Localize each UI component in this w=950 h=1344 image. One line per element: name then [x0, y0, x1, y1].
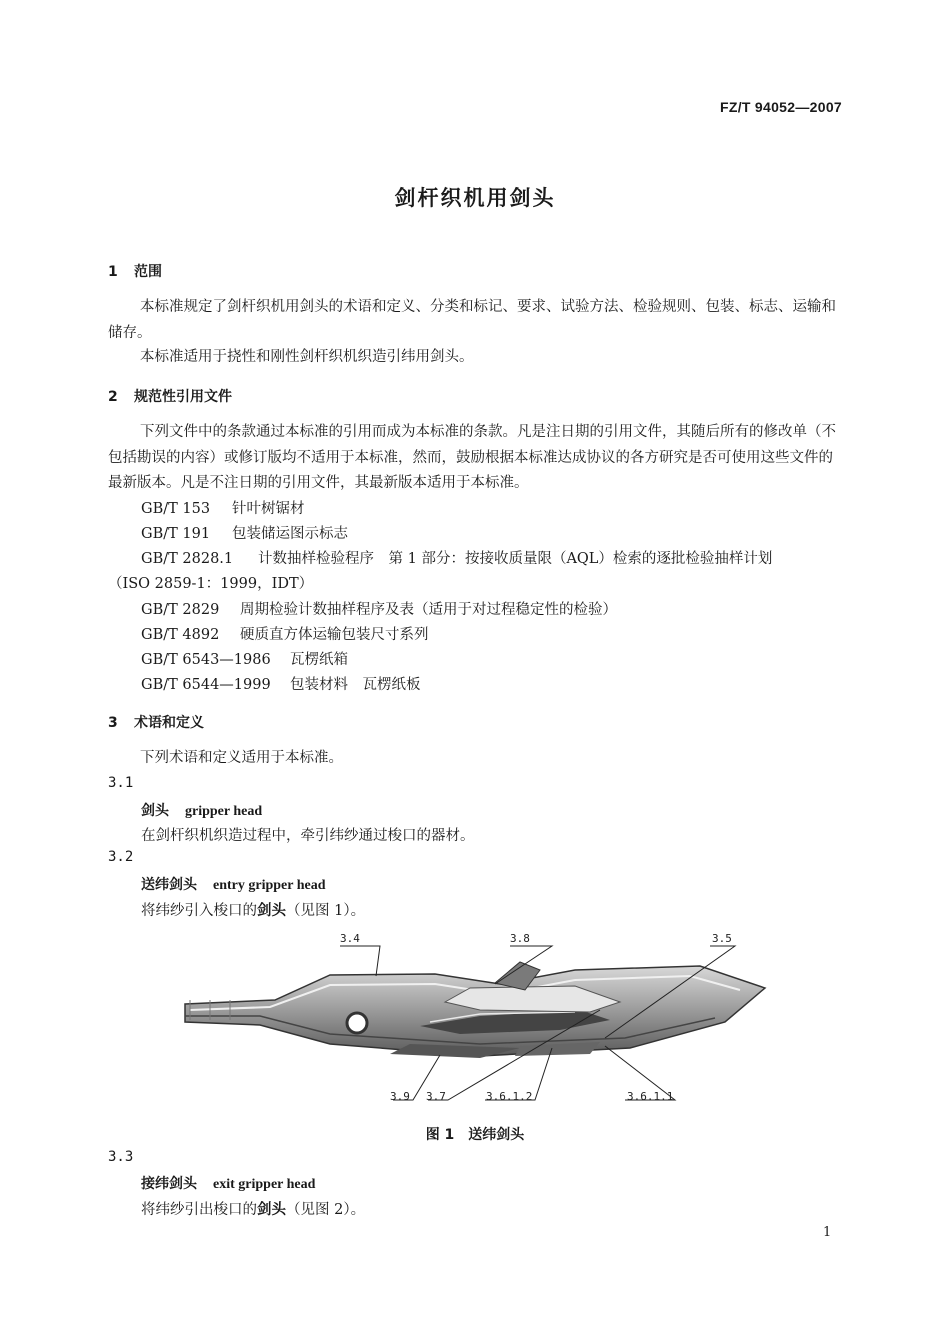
section-1-paragraph-2: 本标准适用于挠性和刚性剑杆织机织造引纬用剑头。 [140, 349, 474, 365]
clause-3-2-number: 3.2 [108, 849, 134, 865]
section-title: 规范性引用文件 [134, 389, 232, 405]
standard-code: FZ/T 94052—2007 [719, 99, 842, 115]
section-2-heading [108, 386, 232, 406]
page-number: 1 [823, 1225, 832, 1240]
section-2-paragraph-1: 下列文件中的条款通过本标准的引用而成为本标准的条款。凡是注日期的引用文件，其随后所有的修改单（不包括勘误的内容）或修订版均不适用于本标准，然而，鼓励根据本标准达成协议的各方研究是否可使用这些文件的最新版本。凡是不注日期的引用文件，其最新版本适用于本标准。 [108, 424, 836, 491]
section-1-heading [108, 261, 162, 281]
figure-label-3-8: 3.8 [510, 932, 530, 945]
section-number: 3 [108, 715, 118, 731]
figure-label-3-4: 3.4 [340, 932, 360, 945]
reference-item: GB/T 6544—1999 包装材料 瓦楞纸板 [141, 677, 421, 693]
reference-item: GB/T 2828.1 计数抽样检验程序 第 1 部分：按接收质量限（AQL）检索的逐批检验抽样计划 [141, 551, 773, 567]
figure-label-3-6-1-1: 3.6.1.1 [627, 1090, 674, 1103]
reference-item: GB/T 6543—1986 瓦楞纸箱 [141, 652, 348, 668]
term-3-2: 送纬剑头 entry gripper head [141, 877, 326, 893]
section-number: 2 [108, 389, 118, 405]
document-title: 剑杆织机用剑头 [394, 186, 556, 210]
section-title: 范围 [134, 264, 162, 280]
term-3-1: 剑头 gripper head [141, 803, 263, 819]
reference-item: GB/T 2829 周期检验计数抽样程序及表（适用于对过程稳定性的检验） [141, 602, 617, 618]
section-1-paragraph-1: 本标准规定了剑杆织机用剑头的术语和定义、分类和标记、要求、试验方法、检验规则、包装、标志、运输和储存。 [108, 299, 836, 341]
figure-label-3-5: 3.5 [712, 932, 732, 945]
section-3-heading [108, 712, 204, 732]
figure-label-3-7: 3.7 [426, 1090, 446, 1103]
reference-item: GB/T 153 针叶树锯材 [141, 501, 305, 517]
reference-item: GB/T 4892 硬质直方体运输包装尺寸系列 [141, 627, 429, 643]
figure-1-gripper-head [180, 930, 770, 1110]
term-3-3: 接纬剑头 exit gripper head [141, 1176, 316, 1192]
clause-3-3-number: 3.3 [108, 1149, 134, 1165]
definition-3-1: 在剑杆织机织造过程中，牵引纬纱通过梭口的器材。 [141, 828, 475, 844]
definition-3-2: 将纬纱引入梭口的剑头（见图 1）。 [141, 902, 366, 919]
section-title: 术语和定义 [134, 715, 204, 731]
figure-label-3-9: 3.9 [390, 1090, 410, 1103]
figure-label-3-6-1-2: 3.6.1.2 [486, 1090, 533, 1103]
definition-3-3: 将纬纱引出梭口的剑头（见图 2）。 [141, 1201, 366, 1218]
section-number: 1 [108, 264, 118, 280]
reference-item: GB/T 191 包装储运图示标志 [141, 526, 348, 542]
section-3-paragraph-1: 下列术语和定义适用于本标准。 [140, 750, 343, 766]
reference-item-continuation: （ISO 2859-1：1999，IDT） [108, 576, 314, 592]
clause-3-1-number: 3.1 [108, 775, 134, 791]
gripper-head-drawing [185, 962, 765, 1058]
figure-1-caption: 图 1 送纬剑头 [425, 1127, 525, 1143]
